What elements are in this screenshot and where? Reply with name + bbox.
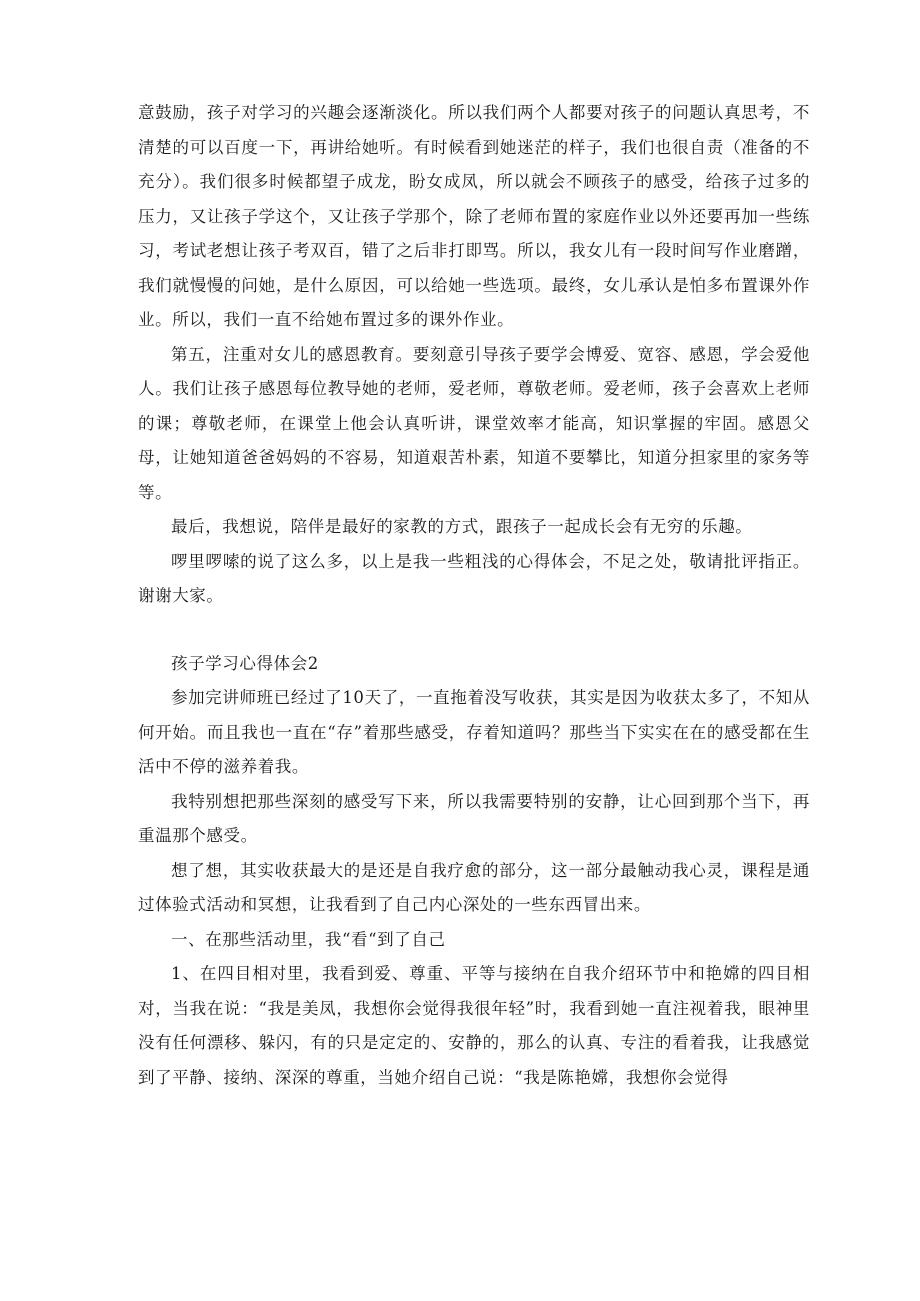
- section-gap: [138, 614, 810, 647]
- subheading-activities: 一、在那些活动里，我“看“到了自己: [171, 929, 446, 949]
- paragraph-intro: 参加完讲师班已经过了10天了，一直拖着没写收获，其实是因为收获太多了，不知从何开始。而且我也一直在“存”着那些感受，存着知道吗？那些当下实实在在的感受都在生活中不停的滋养着我。: [138, 688, 810, 776]
- paragraph-closing: 啰里啰嗦的说了这么多，以上是我一些粗浅的心得体会，不足之处，敬请批评指正。谢谢大家。: [138, 551, 810, 605]
- paragraph-gratitude-education: 第五，注重对女儿的感恩教育。要刻意引导孩子要学会博爱、宽容、感恩，学会爱他人。我们让孩子感恩每位教导她的老师，爱老师，尊敬老师。爱老师，孩子会喜欢上老师的课；尊敬老师，在课堂上他会认真听讲，课堂效率才能高，知识掌握的牢固。感恩父母，让她知道爸爸妈妈的不容易，知道艰苦朴素，知道不要攀比，知道分担家里的家务等等。: [138, 344, 810, 502]
- paragraph-eye-contact: 1、在四目相对里，我看到爱、尊重、平等与接纳在自我介绍环节中和艳嫦的四目相对，当我在说：“我是美凤，我想你会觉得我很年轻”时，我看到她一直注视着我，眼神里没有任何漂移、躲闪，有的只是定定的、安静的，那么的认真、专注的看着我，让我感觉到了平静、接纳、深深的尊重，当她介绍自己说：“我是陈艳嫦，我想你会觉得: [138, 964, 810, 1087]
- paragraph-conclusion: 最后，我想说，陪伴是最好的家教的方式，跟孩子一起成长会有无穷的乐趣。: [171, 517, 753, 536]
- document-body: [138, 96, 810, 1095]
- paragraph-biggest-gain: 想了想，其实收获最大的是还是自我疗愈的部分，这一部分最触动我心灵，课程是通过体验式活动和冥想，让我看到了自己内心深处的一些东西冒出来。: [138, 860, 810, 914]
- paragraph-continuation: 意鼓励，孩子对学习的兴趣会逐渐淡化。所以我们两个人都要对孩子的问题认真思考，不清楚的可以百度一下，再讲给她听。有时候看到她迷茫的样子，我们也很自责（准备的不充分）。我们很多时候都望子成龙，盼女成凤，所以就会不顾孩子的感受，给孩子过多的压力，又让孩子学这个，又让孩子学那个，除了老师布置的家庭作业以外还要再加一些练习，考试老想让孩子考双百，错了之后非打即骂。所以，我女儿有一段时间写作业磨蹭，我们就慢慢的问她，是什么原因，可以给她一些选项。最终，女儿承认是怕多布置课外作业。所以，我们一直不给她布置过多的课外作业。: [138, 103, 810, 329]
- paragraph-wish-to-write: 我特别想把那些深刻的感受写下来，所以我需要特别的安静，让心回到那个当下，再重温那个感受。: [138, 791, 810, 845]
- section-title: 孩子学习心得体会2: [171, 653, 319, 673]
